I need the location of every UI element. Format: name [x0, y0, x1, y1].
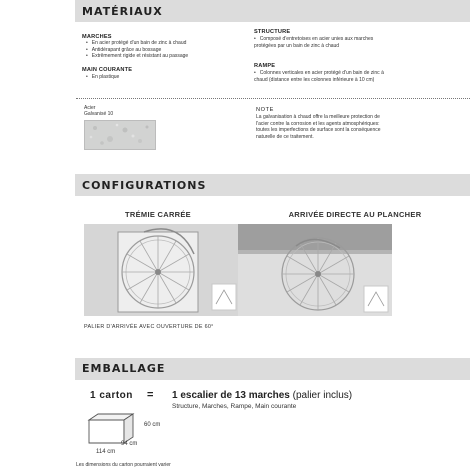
swatch-label-finish: Galvanisé 10 — [84, 111, 114, 117]
stair-direct-floor-illustration — [238, 224, 392, 316]
galvanized-texture — [85, 121, 155, 149]
note-heading: NOTE — [256, 107, 274, 113]
marches-list — [86, 40, 236, 60]
config-left-title: TRÉMIE CARRÉE — [125, 210, 191, 219]
structure-list — [254, 36, 394, 49]
config-right-title: ARRIVÉE DIRECTE AU PLANCHER — [288, 210, 422, 219]
rampe-list — [254, 70, 394, 83]
carton-footnote: Les dimensions du carton pourraient varier — [76, 462, 171, 468]
materiaux-title: MATÉRIAUX — [82, 5, 163, 18]
carton-width: 114 cm — [96, 449, 116, 455]
structure-heading: STRUCTURE — [254, 29, 291, 35]
carton-depth: 94 cm — [121, 441, 138, 447]
rampe-item: • Colonnes verticales en acier protégé d'un bain de zinc à chaud (distance entre les colonnes inférieure à 10 cm) — [254, 70, 394, 83]
marches-heading: MARCHES — [82, 34, 112, 40]
config-left-image — [84, 224, 238, 316]
main-courante-item: • En plastique — [86, 74, 236, 81]
dotted-divider — [76, 98, 470, 99]
carton-height: 60 cm — [144, 422, 161, 428]
config-caption: PALIER D'ARRIVÉE AVEC OUVERTURE DE 60° — [84, 324, 214, 330]
main-courante-list — [86, 74, 236, 81]
carton-contents: Structure, Marches, Rampe, Main courante — [172, 403, 297, 410]
stair-square-opening-illustration — [84, 224, 238, 316]
structure-item: • Composé d'entretoises en acier unies aux marches protégées par un bain de zinc à chaud — [254, 36, 394, 49]
equals-sign: = — [147, 389, 154, 401]
marches-item: • Extrêmement rigide et résistant au passage — [86, 53, 236, 60]
rampe-heading: RAMPE — [254, 63, 276, 69]
note-text: La galvanisation à chaud offre la meilleure protection de l'acier contre la corrosion et les agents atmosphériques: toutes les imperfections de surface sont la conséquence naturelle de ce traitement. — [256, 114, 381, 140]
escalier-bold: 1 escalier de 13 marches — [172, 390, 290, 401]
configurations-title: CONFIGURATIONS — [82, 179, 207, 192]
marches-item: • En acier protégé d'un bain de zinc à chaud — [86, 40, 236, 47]
config-right-image — [238, 224, 392, 316]
escalier-note: (palier inclus) — [292, 390, 353, 401]
emballage-title: EMBALLAGE — [82, 362, 166, 375]
escalier-summary — [172, 390, 352, 401]
galvanized-swatch — [84, 120, 156, 150]
main-courante-heading: MAIN COURANTE — [82, 67, 133, 73]
swatch-label-material: Acier — [84, 105, 96, 111]
carton-count: 1 carton — [90, 390, 133, 401]
marches-item: • Antidérapant grâce au bossage — [86, 47, 236, 54]
